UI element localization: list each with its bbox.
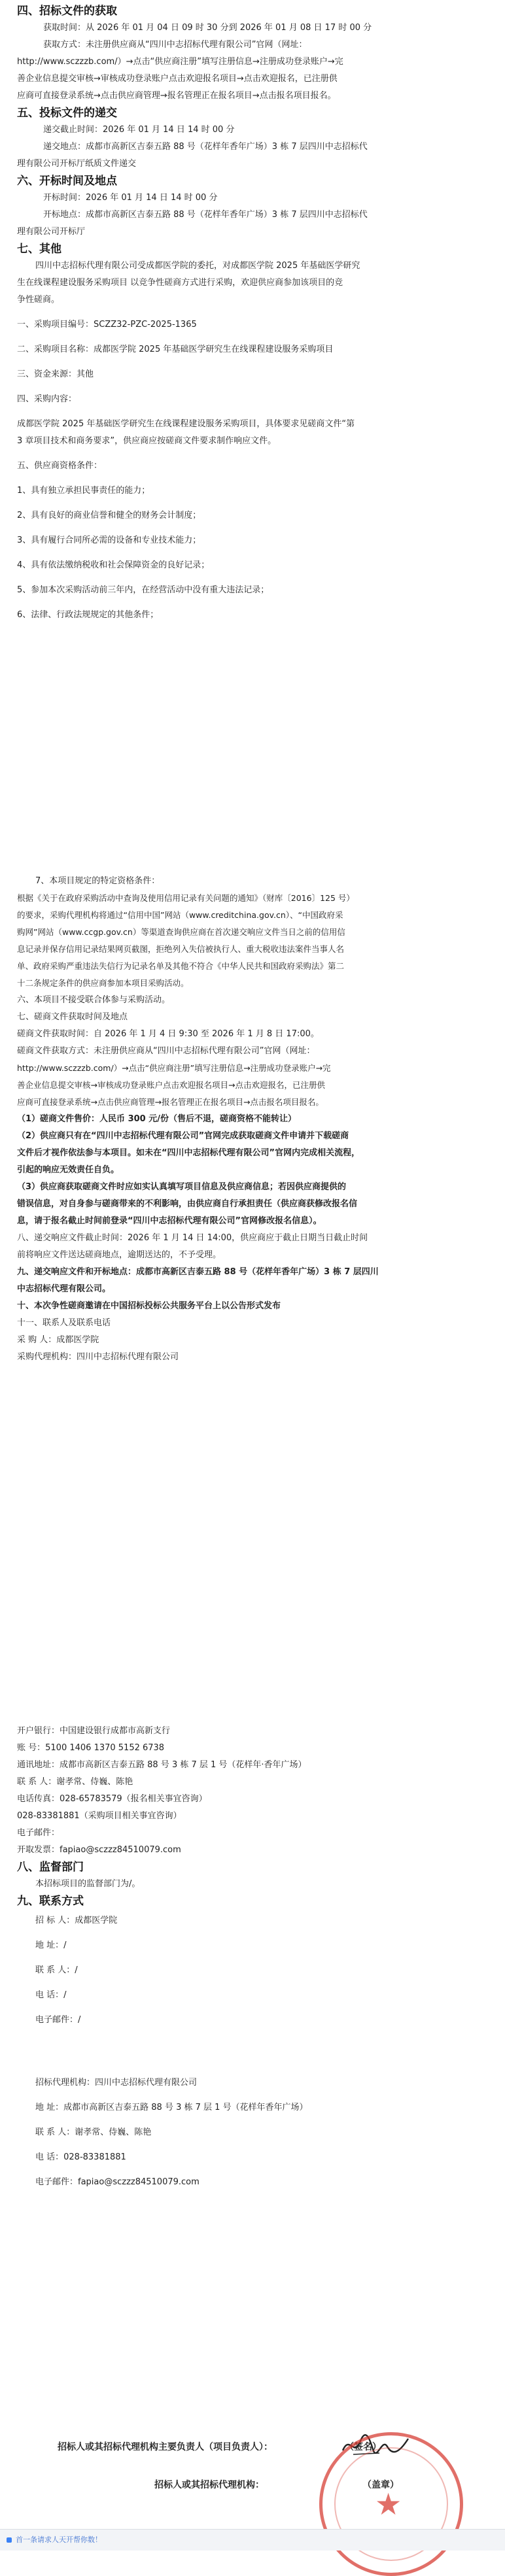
qualification-item: 6、法律、行政法规规定的其他条件； <box>17 610 159 620</box>
section-title-7: 七、其他 <box>17 243 61 256</box>
text-line: 善企业信息提交审核→审核成功登录账户点击欢迎报名项目→点击欢迎报名，已注册供 <box>17 1080 325 1090</box>
text-line: 采购代理机构：四川中志招标代理有限公司 <box>17 1352 179 1362</box>
text-line: 引起的响应无效责任自负。 <box>17 1165 120 1175</box>
section-title-4: 四、招标文件的获取 <box>17 5 117 18</box>
text-line: 善企业信息提交审核→审核成功登录账户点击欢迎报名项目→点击欢迎报名，已注册供 <box>17 74 338 84</box>
qualification-item: 4、具有依法缴纳税收和社会保障资金的良好记录； <box>17 560 210 570</box>
notification-text[interactable]: 首一条请求人天开帮你数！ <box>16 2535 102 2544</box>
item-line: 一、采购项目编号：SCZZ32-PZC-2025-1365 <box>17 320 197 330</box>
qualification-item: 2、具有良好的商业信誉和健全的财务会计制度； <box>17 511 201 520</box>
text-line: 通讯地址：成都市高新区吉泰五路 88 号 3 栋 7 层 1 号（花样年·香年广场） <box>17 1760 307 1770</box>
text-line: 理有限公司开标厅 <box>17 227 86 237</box>
item-line: 五、供应商资格条件： <box>17 461 103 471</box>
seal-text: 招标人或其招标代理机构： <box>154 2480 264 2490</box>
text-line: 息记录并保存信用记录结果网页截图，拒绝列入失信被执行人、重大税收违法案件当事人名 <box>17 944 345 954</box>
section-title-6: 六、开标时间及地点 <box>17 175 117 188</box>
seal-suffix: （盖章） <box>362 2480 399 2490</box>
item-line: 三、资金来源：其他 <box>17 369 94 379</box>
section-part3 <box>0 1723 505 2191</box>
text-line: 十二条规定条件的供应商参加本项目采购活动。 <box>17 978 189 988</box>
item-line: 四、采购内容： <box>17 394 77 404</box>
signature-text: 招标人或其招标代理机构主要负责人（项目负责人）： <box>58 2442 273 2452</box>
bottom-notification-bar[interactable] <box>0 2529 505 2551</box>
text-line: 的要求，采购代理机构将通过“信用中国”网站（www.creditchina.gov.cn）、“中国政府采 <box>17 910 343 920</box>
text-line: 开户银行：中国建设银行成都市高新支行 <box>17 1726 171 1736</box>
text-line: 获取方式：未注册供应商从“四川中志招标代理有限公司”官网（网址： <box>43 40 307 50</box>
contact-line: 联 系 人：谢孝常、侍巍、陈艳 <box>35 2127 152 2137</box>
contact-line: 电 话：028-83381881 <box>35 2152 126 2162</box>
text-line: 七、磋商文件获取时间及地点 <box>17 1012 128 1022</box>
notification-icon <box>7 2537 12 2543</box>
text-line: 购网”网站（www.ccgp.gov.cn）等渠道查询供应商在首次递交响应文件当日之前的信用信 <box>17 927 345 937</box>
text-line: 开标时间：2026 年 01 月 14 日 14 时 00 分 <box>43 193 218 203</box>
text-line: 7、本项目规定的特定资格条件： <box>35 876 160 886</box>
text-line: 十、本次争性磋商邀请在中国招标投标公共服务平台上以公告形式发布 <box>17 1301 281 1311</box>
text-line: 递交地点：成都市高新区吉泰五路 88 号（花样年香年广场）3 栋 7 层四川中志招标代 <box>43 142 368 152</box>
text-line: 四川中志招标代理有限公司受成都医学院的委托，对成都医学院 2025 年基础医学研究 <box>35 261 360 271</box>
text-line: 联 系 人：谢孝常、侍巍、陈艳 <box>17 1777 133 1787</box>
item-line: 成都医学院 2025 年基础医学研究生在线课程建设服务采购项目，具体要求见磋商文件“第 <box>17 419 355 429</box>
item-line: 3 章项目技术和商务要求”，供应商应按磋商文件要求制作响应文件。 <box>17 436 277 446</box>
text-line: 六、本项目不接受联合体参与采购活动。 <box>17 995 171 1005</box>
section-part1 <box>0 0 505 624</box>
contact-line: 电子邮件：/ <box>35 2015 81 2025</box>
text-line: （2）供应商只有在“四川中志招标代理有限公司”官网完成获取磋商文件申请并下载磋商 <box>17 1131 349 1141</box>
text-line: 应商可直接登录系统→点击供应商管理→报名管理正在报名项目→点击报名项目报名。 <box>17 91 336 101</box>
contact-line: 地 址：成都市高新区吉泰五路 88 号 3 栋 7 层 1 号（花样年香年广场） <box>35 2103 308 2112</box>
text-line: （1）磋商文件售价：人民币 300 元/份（售后不退，磋商资格不能转让） <box>17 1114 296 1124</box>
text-line: 磋商文件获取时间：自 2026 年 1 月 4 日 9:30 至 2026 年 1 月 8 日 17:00。 <box>17 1029 319 1039</box>
section-title-5: 五、投标文件的递交 <box>17 107 117 120</box>
signature-suffix: （签名） <box>345 2442 381 2452</box>
text-line: 递交截止时间：2026 年 01 月 14 日 14 时 00 分 <box>43 125 235 135</box>
text-line: 生在线课程建设服务采购项目 以竞争性磋商方式进行采购，欢迎供应商参加该项目的竞 <box>17 278 343 288</box>
contact-line: 招 标 人：成都医学院 <box>35 1916 118 1925</box>
signature-label <box>58 2439 381 2456</box>
text-line: 前将响应文件送达磋商地点，逾期送达的，不予受理。 <box>17 1250 222 1260</box>
qualification-item: 1、具有独立承担民事责任的能力； <box>17 486 150 496</box>
contact-line: 联 系 人：/ <box>35 1965 78 1975</box>
text-line: 文件后才视作依法参与本项目。如未在“四川中志招标代理有限公司”官网内完成相关流程， <box>17 1148 360 1158</box>
text-line: 九、递交响应文件和开标地点：成都市高新区吉泰五路 88 号（花样年香年广场）3 栋 7 层四川 <box>17 1267 379 1277</box>
contact-line: 招标代理机构：四川中志招标代理有限公司 <box>35 2078 198 2088</box>
text-line: 错误信息，对自身参与磋商带来的不利影响，由供应商自行承担责任（供应商获修改报名信 <box>17 1199 358 1209</box>
text-line: 获取时间：从 2026 年 01 月 04 日 09 时 30 分到 2026 年 01 月 08 日 17 时 00 分 <box>43 23 372 33</box>
text-line: （3）供应商获取磋商文件时应如实认真填写项目信息及供应商信息；若因供应商提供的 <box>17 1182 347 1192</box>
official-seal-stamp: ★ <box>319 2432 463 2576</box>
text-line: 争性磋商。 <box>17 295 60 305</box>
section-title-9: 九、联系方式 <box>17 1895 84 1908</box>
item-line: 二、采购项目名称：成都医学院 2025 年基础医学研究生在线课程建设服务采购项目 <box>17 345 334 354</box>
qualification-item: 3、具有履行合同所必需的设备和专业技术能力； <box>17 535 201 545</box>
text-line: 电子邮件： <box>17 1828 60 1838</box>
text-line: 十一、联系人及联系电话 <box>17 1318 111 1328</box>
text-line: 采 购 人：成都医学院 <box>17 1335 99 1345</box>
contact-line: 电子邮件：fapiao@sczzz84510079.com <box>35 2177 200 2187</box>
text-line: http://www.sczzzb.com/）→点击“供应商注册”填写注册信息→注册成功登录账户→完 <box>17 57 343 67</box>
text-line: 应商可直接登录系统→点击供应商管理→报名管理正在报名项目→点击报名项目报名。 <box>17 1097 324 1107</box>
text-line: http://www.sczzzb.com/）→点击“供应商注册”填写注册信息→注册成功登录账户→完 <box>17 1063 331 1073</box>
text-line: 磋商文件获取方式：未注册供应商从“四川中志招标代理有限公司”官网（网址： <box>17 1046 315 1056</box>
section-title-8: 八、监督部门 <box>17 1861 84 1874</box>
text-line: 电话传真：028-65783579（报名相关事宜咨询） <box>17 1794 207 1804</box>
text-line: 理有限公司开标厅纸质文件递交 <box>17 159 137 169</box>
text-line: 028-83381881（采购项目相关事宜咨询） <box>17 1811 182 1821</box>
contact-line: 地 址：/ <box>35 1940 67 1950</box>
text-line: 八、递交响应文件截止时间：2026 年 1 月 14 日 14:00，供应商应于截止日期当日截止时间 <box>17 1233 368 1243</box>
section-part2 <box>0 873 505 1366</box>
text-line: 开取发票：fapiao@sczzz84510079.com <box>17 1845 181 1855</box>
text-line: 中志招标代理有限公司。 <box>17 1284 111 1294</box>
text-line: 单、政府采购严重违法失信行为记录名单及其他不符合《中华人民共和国政府采购法》第二 <box>17 961 345 971</box>
text-line: 根据《关于在政府采购活动中查询及使用信用记录有关问题的通知》（财库〔2016〕125 号） <box>17 893 355 903</box>
qualification-item: 5、参加本次采购活动前三年内，在经营活动中没有重大违法记录； <box>17 585 270 595</box>
text-line: 本招标项目的监督部门为/。 <box>35 1879 141 1889</box>
text-line: 开标地点：成都市高新区吉泰五路 88 号（花样年香年广场）3 栋 7 层四川中志招标代 <box>43 210 368 220</box>
text-line: 账 号：5100 1406 1370 5152 6738 <box>17 1743 165 1753</box>
text-line: 息，请于报名截止时间前登录“四川中志招标代理有限公司”官网修改报名信息）。 <box>17 1216 322 1226</box>
contact-line: 电 话：/ <box>35 1990 67 2000</box>
